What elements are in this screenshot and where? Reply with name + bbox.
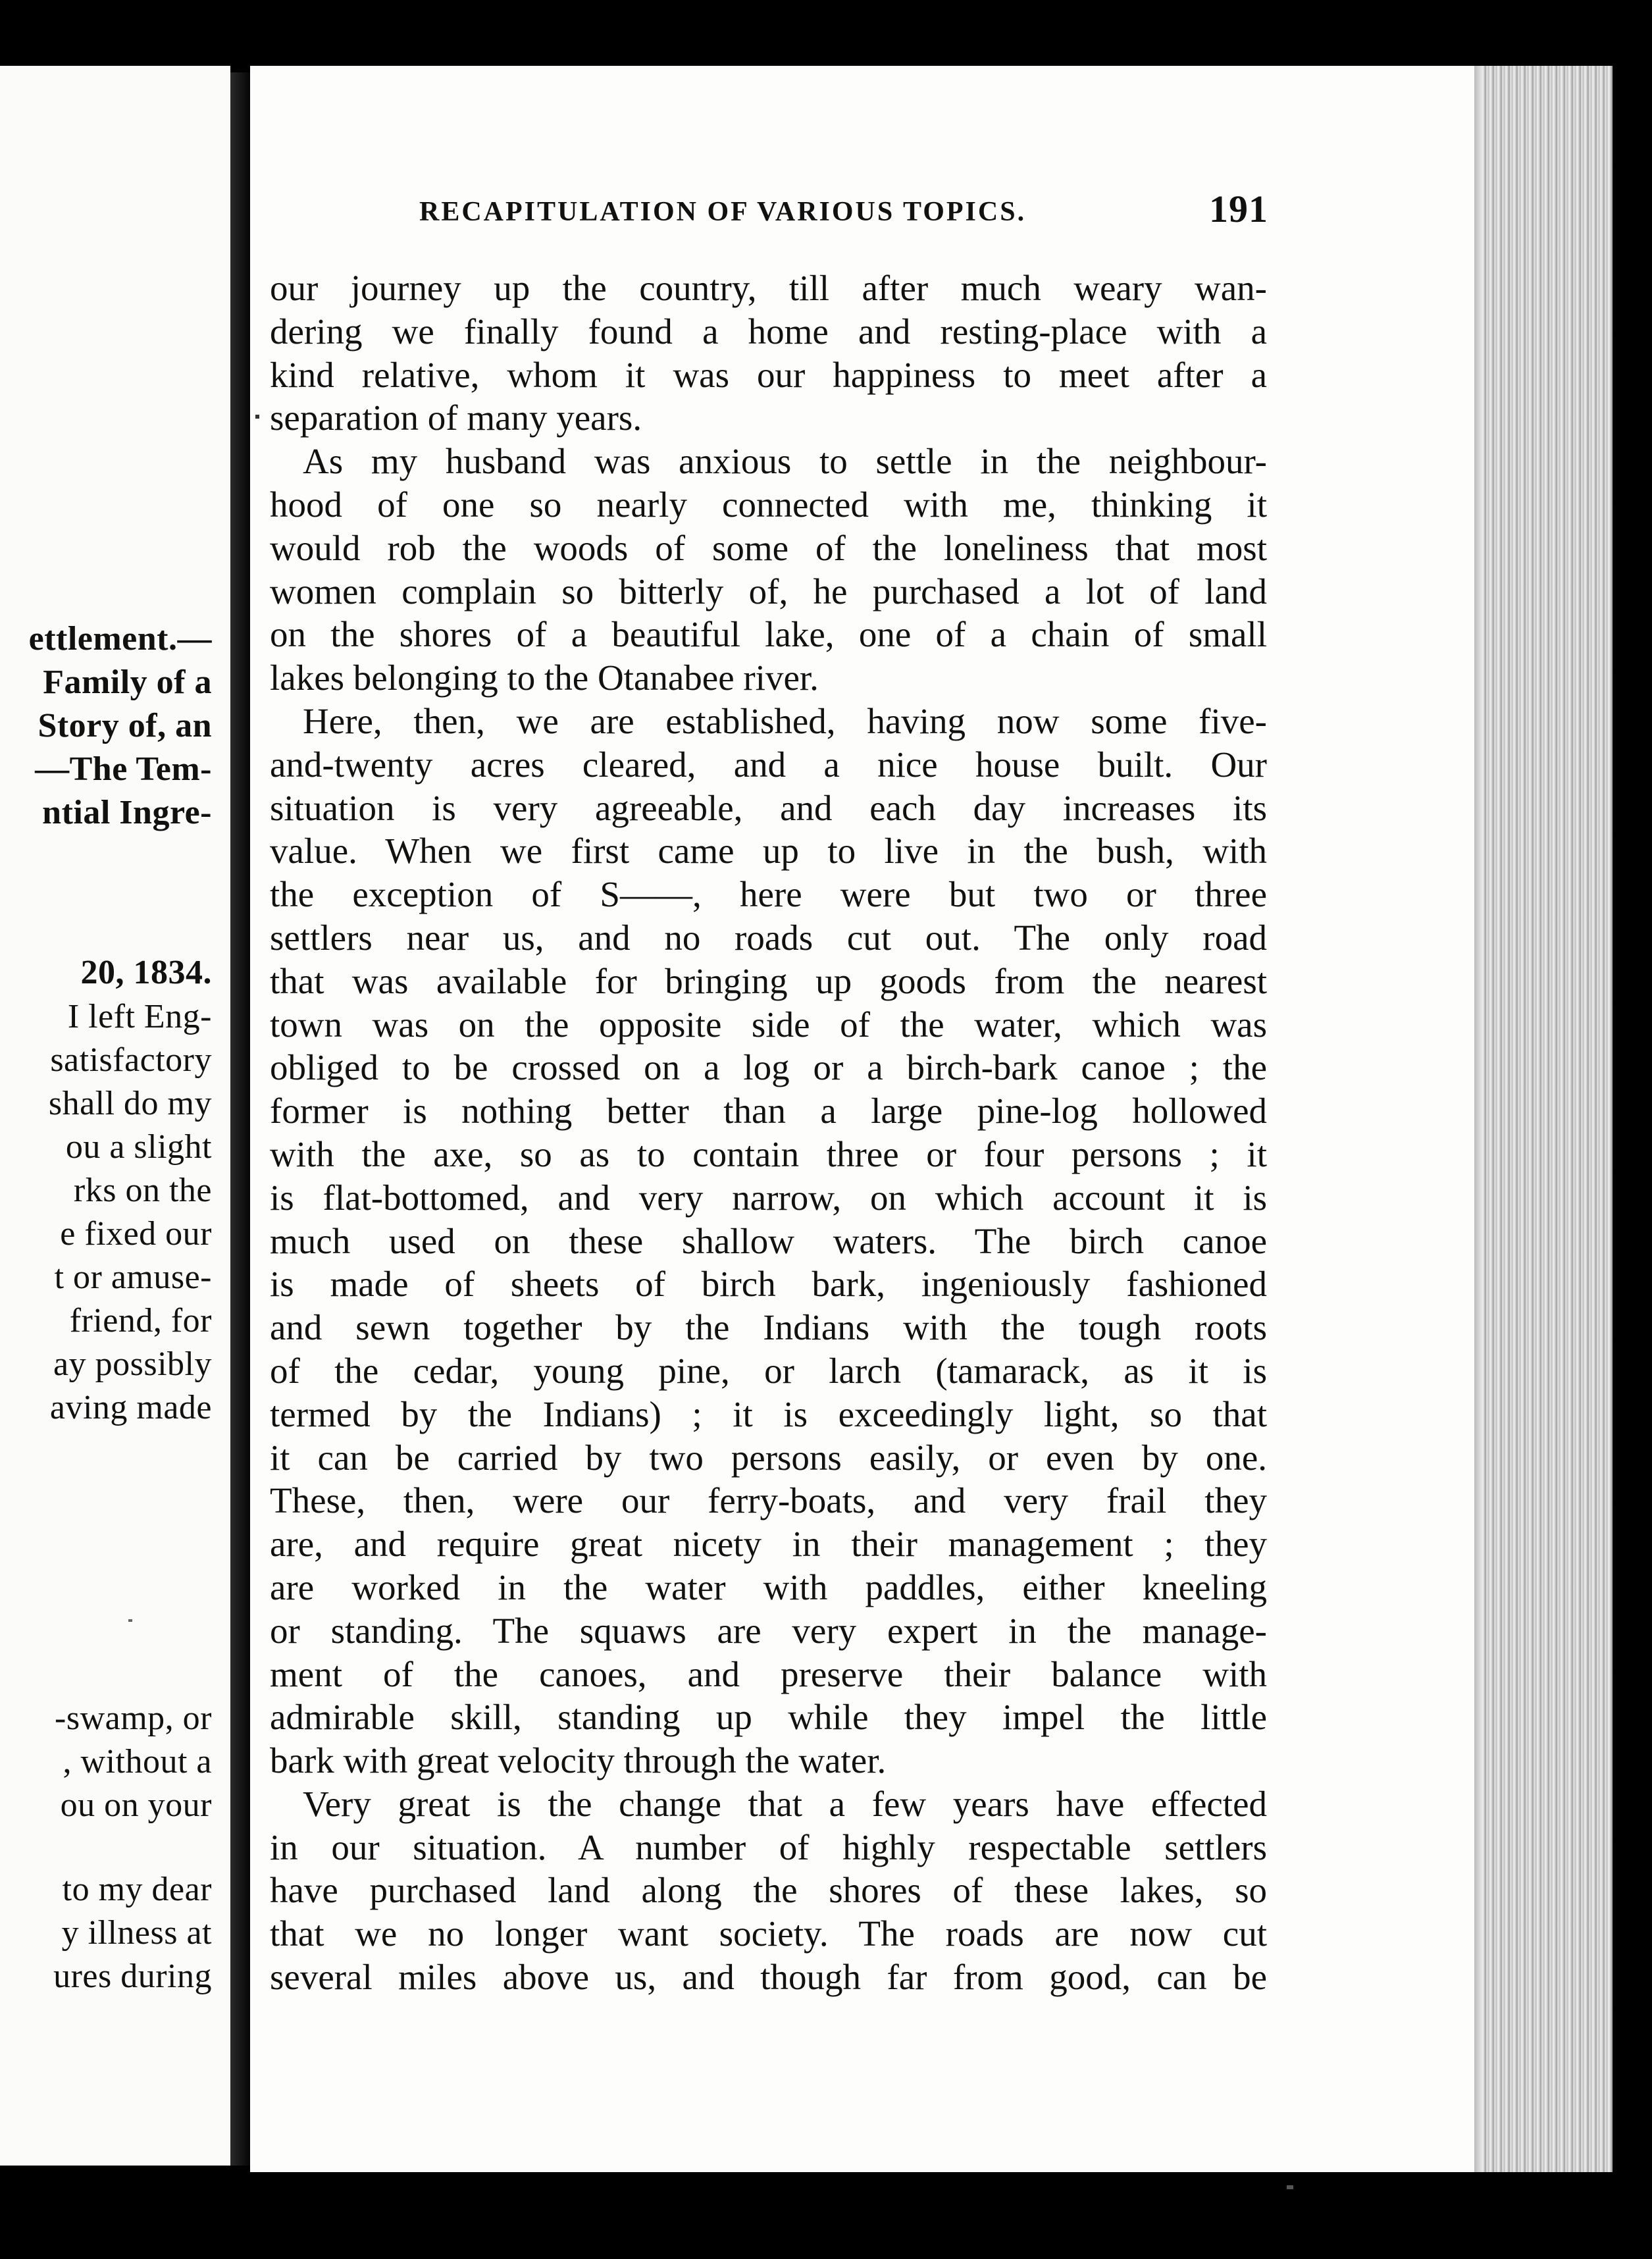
text-line: would rob the woods of some of the loneliness that most xyxy=(270,527,1267,568)
text-line: and-twenty acres cleared, and a nice house built. Our xyxy=(270,744,1267,785)
left-page-line: aving made xyxy=(49,1389,212,1426)
text-line: are, and require great nicety in their management ; they xyxy=(270,1524,1267,1565)
text-line: ment of the canoes, and preserve their balance with xyxy=(270,1653,1267,1694)
text-line: or standing. The squaws are very expert in the manage- xyxy=(270,1610,1267,1651)
text-line: town was on the opposite side of the water, which was xyxy=(270,1004,1267,1045)
text-line: separation of many years. xyxy=(270,398,642,438)
left-page-line: 20, 1834. xyxy=(80,954,212,991)
text-line: much used on these shallow waters. The birch canoe xyxy=(270,1220,1267,1261)
text-line: are worked in the water with paddles, either kneeling xyxy=(270,1567,1267,1607)
text-line: admirable skill, standing up while they impel the little xyxy=(270,1697,1267,1738)
page-number: 191 xyxy=(1209,188,1268,230)
left-page-line: ntial Ingre- xyxy=(42,794,212,831)
text-line: Here, then, we are established, having now some five- xyxy=(303,700,1267,741)
text-line: settlers near us, and no roads cut out. The only road xyxy=(270,917,1267,958)
left-page-line: ou on your xyxy=(60,1786,212,1824)
text-line: hood of one so nearly connected with me, thinking it xyxy=(270,484,1267,525)
left-page-line: -swamp, or xyxy=(55,1700,212,1737)
left-page-line: Story of, an xyxy=(38,707,212,744)
text-line: Very great is the change that a few years have effected xyxy=(303,1783,1267,1824)
running-head-title: RECAPITULATION OF VARIOUS TOPICS. xyxy=(419,197,1027,227)
text-line: of the cedar, young pine, or larch (tamarack, as it is xyxy=(270,1350,1267,1391)
text-line: that was available for bringing up goods from the nearest xyxy=(270,960,1267,1001)
left-page-line: e fixed our xyxy=(60,1215,212,1253)
left-page-line: to my dear xyxy=(62,1871,212,1908)
text-line: our journey up the country, till after much weary wan- xyxy=(270,268,1267,308)
text-line: women complain so bitterly of, he purchased a lot of land xyxy=(270,571,1267,611)
left-page-line: ures during xyxy=(53,1958,212,1995)
text-line: situation is very agreeable, and each day increases its xyxy=(270,787,1267,828)
text-line: lakes belonging to the Otanabee river. xyxy=(270,658,819,698)
left-page-line: y illness at xyxy=(61,1914,212,1952)
text-line: with the axe, so as to contain three or four persons ; it xyxy=(270,1133,1267,1174)
text-line: is flat-bottomed, and very narrow, on which account it is xyxy=(270,1177,1267,1218)
speck xyxy=(255,415,259,419)
left-page-line: t or amuse- xyxy=(54,1259,212,1296)
running-head xyxy=(419,184,1268,237)
text-line: have purchased land along the shores of these lakes, so xyxy=(270,1870,1267,1911)
left-page-line: shall do my xyxy=(48,1085,212,1122)
left-page-line: —The Tem- xyxy=(35,750,212,788)
text-line: termed by the Indians) ; it is exceedingly light, so that xyxy=(270,1393,1267,1434)
text-line: and sewn together by the Indians with the tough roots xyxy=(270,1307,1267,1348)
text-line: As my husband was anxious to settle in the neighbour- xyxy=(303,441,1267,482)
text-line: in our situation. A number of highly respectable settlers xyxy=(270,1827,1267,1867)
left-page-line: friend, for xyxy=(69,1302,212,1339)
text-line: kind relative, whom it was our happiness to meet after a xyxy=(270,354,1267,395)
text-line: dering we finally found a home and resting-place with a xyxy=(270,311,1267,351)
book-gutter xyxy=(230,72,250,2166)
text-line: it can be carried by two persons easily, or even by one. xyxy=(270,1437,1267,1478)
text-line: several miles above us, and though far from good, can be xyxy=(270,1957,1267,1998)
left-page-line: ettlement.— xyxy=(28,620,212,658)
left-page-line: rks on the xyxy=(73,1172,212,1209)
text-line: value. When we first came up to live in the bush, with xyxy=(270,831,1267,871)
page-edges xyxy=(1474,66,1613,2172)
left-page-fragment xyxy=(0,66,230,2166)
text-line: on the shores of a beautiful lake, one of a chain of small xyxy=(270,614,1267,655)
left-page-line: Family of a xyxy=(43,663,212,701)
left-page-line: ay possibly xyxy=(53,1345,212,1383)
text-line: is made of sheets of birch bark, ingeniously fashioned xyxy=(270,1264,1267,1305)
speck xyxy=(128,1619,132,1622)
text-line: bark with great velocity through the water. xyxy=(270,1740,887,1781)
left-page-line: , without a xyxy=(63,1743,212,1780)
page-edge-shadow xyxy=(1474,66,1484,2172)
text-line: These, then, were our ferry-boats, and very frail they xyxy=(270,1480,1267,1521)
speck xyxy=(1287,2185,1293,2189)
left-page-line: I left Eng- xyxy=(67,998,212,1035)
text-line: obliged to be crossed on a log or a birch-bark canoe ; the xyxy=(270,1047,1267,1088)
text-line: former is nothing better than a large pine-log hollowed xyxy=(270,1091,1267,1131)
page-body xyxy=(270,267,1267,1999)
text-line: the exception of S——, here were but two or three xyxy=(270,874,1267,915)
left-page-line: ou a slight xyxy=(65,1128,212,1166)
text-line: that we no longer want society. The roads are now cut xyxy=(270,1913,1267,1954)
left-page-line: satisfactory xyxy=(50,1041,212,1079)
